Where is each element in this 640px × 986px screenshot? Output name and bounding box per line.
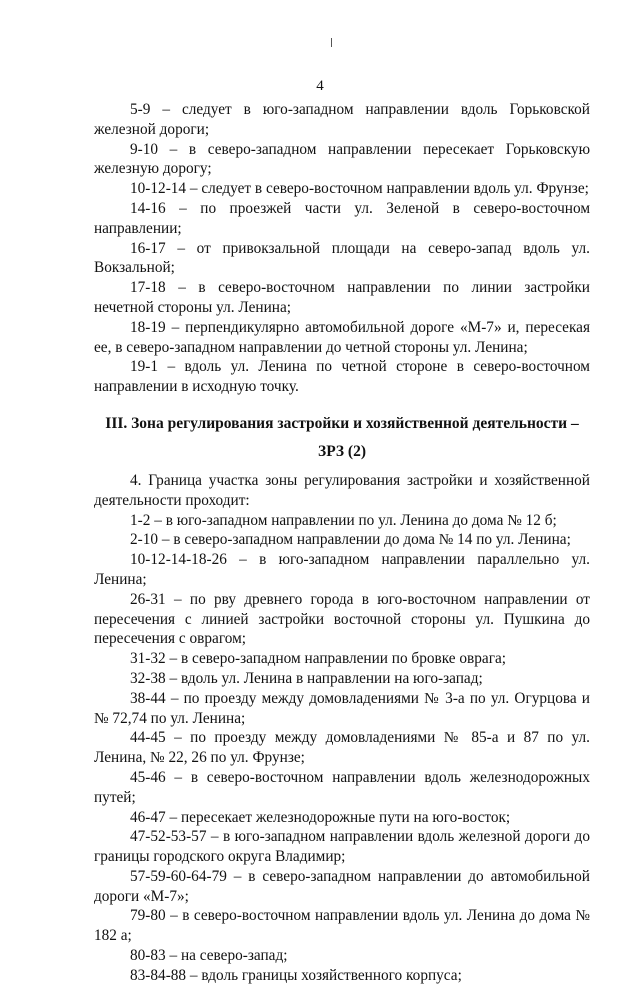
- section-heading: III. Зона регулирования застройки и хозяйственной деятельности –: [105, 414, 579, 432]
- boundary-paragraph: 5-9 – следует в юго-западном направлении вдоль Горьковской железной дороги;: [94, 101, 590, 138]
- boundary-paragraph: 44-45 – по проезду между домовладениями № 85-а и 87 по ул. Ленина, № 22, 26 по ул. Фрунзе;: [94, 729, 590, 767]
- boundary-paragraph: 79-80 – в северо-восточном направлении вдоль ул. Ленина до дома № 182 а;: [94, 907, 590, 945]
- boundary-paragraph: 9-10 – в северо-западном направлении пересекает Горьковскую железную дорогу;: [94, 140, 590, 178]
- boundary-paragraph: 47-52-53-57 – в юго-западном направлении вдоль железной дороги до границы городского округа Владимир;: [94, 828, 590, 866]
- boundary-paragraph: 83-84-88 – вдоль границы хозяйственного корпуса;: [130, 966, 462, 984]
- boundary-paragraph: 18-19 – перпендикулярно автомобильной дороге «М-7» и, пересекая ее, в северо-западном направлении до четной стороны ул. Ленина;: [94, 318, 590, 356]
- boundary-paragraph: 10-12-14 – следует в северо-восточном направлении вдоль ул. Фрунзе;: [130, 180, 589, 198]
- section-intro-paragraph: 4. Граница участка зоны регулирования застройки и хозяйственной деятельности проходит:: [94, 471, 590, 509]
- document-body: [94, 100, 590, 986]
- boundary-paragraph: 57-59-60-64-79 – в северо-западном направлении до автомобильной дороги «М-7»;: [94, 867, 590, 905]
- boundary-paragraph: 32-38 – вдоль ул. Ленина в направлении на юго-запад;: [130, 669, 483, 687]
- boundary-paragraph: 46-47 – пересекает железнодорожные пути на юго-восток;: [130, 808, 511, 826]
- boundary-paragraph: 31-32 – в северо-западном направлении по бровке оврага;: [130, 650, 507, 668]
- boundary-paragraph: 38-44 – по проезду между домовладениями № 3-а по ул. Огурцова и № 72,74 по ул. Ленина;: [94, 689, 590, 727]
- page-number: 4: [316, 78, 324, 94]
- boundary-paragraph: 2-10 – в северо-западном направлении до дома № 14 по ул. Ленина;: [130, 531, 571, 549]
- boundary-paragraph: 14-16 – по проезжей части ул. Зеленой в северо-восточном направлении;: [94, 199, 590, 237]
- boundary-paragraph: 10-12-14-18-26 – в юго-западном направлении параллельно ул. Ленина;: [94, 551, 590, 588]
- boundary-paragraph: 26-31 – по рву древнего города в юго-восточном направлении от пересечения с линией застройки восточной стороны ул. Пушкина до пересечения с оврагом;: [94, 590, 590, 648]
- boundary-paragraph: 80-83 – на северо-запад;: [130, 947, 288, 965]
- boundary-paragraph: 16-17 – от привокзальной площади на северо-запад вдоль ул. Вокзальной;: [94, 239, 590, 277]
- boundary-paragraph: 19-1 – вдоль ул. Ленина по четной стороне в северо-восточном направлении в исходную точку.: [94, 358, 590, 396]
- boundary-paragraph: 45-46 – в северо-восточном направлении вдоль железнодорожных путей;: [94, 768, 590, 806]
- section-subheading: ЗРЗ (2): [318, 442, 366, 460]
- boundary-paragraph: 17-18 – в северо-восточном направлении по линии застройки нечетной стороны ул. Ленина;: [94, 279, 590, 316]
- scan-mark: [331, 38, 332, 47]
- boundary-paragraph: 1-2 – в юго-западном направлении по ул. Ленина до дома № 12 б;: [130, 511, 557, 529]
